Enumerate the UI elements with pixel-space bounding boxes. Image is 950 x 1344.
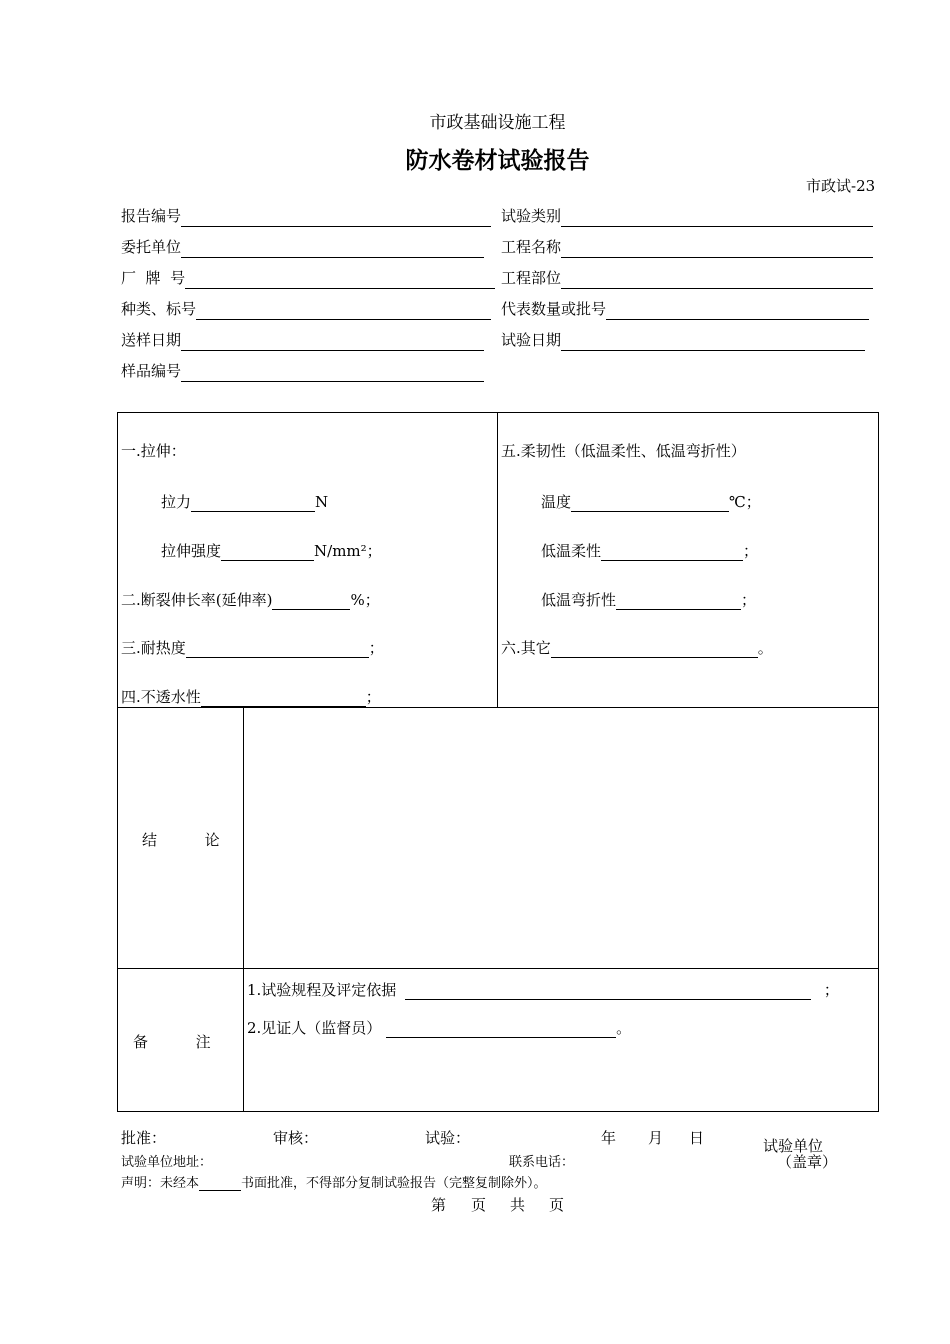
- test-category-field[interactable]: [501, 205, 873, 227]
- review-label: 审核：: [273, 1129, 319, 1147]
- sample-no-label: 样品编号: [121, 362, 182, 380]
- elongation-label: 二.断裂伸长率(延伸率): [121, 591, 273, 609]
- other-label: 六.其它: [501, 639, 551, 657]
- type-mark-field[interactable]: [121, 298, 491, 320]
- heat-resistance-field[interactable]: [121, 637, 384, 658]
- address-label: 试验单位地址：: [121, 1155, 213, 1170]
- impermeability-end: ；: [365, 688, 381, 706]
- heat-resistance-end: ；: [368, 639, 384, 657]
- approve-label: 批准：: [121, 1129, 167, 1147]
- project-part-label: 工程部位: [501, 269, 562, 287]
- total-pages-prefix: 共: [510, 1196, 526, 1214]
- elongation-field[interactable]: [121, 589, 380, 610]
- month-label: 月: [648, 1129, 664, 1147]
- impermeability-label: 四.不透水性: [121, 688, 201, 706]
- remarks-standard-end: ；: [823, 981, 839, 999]
- report-no-label: 报告编号: [121, 207, 182, 225]
- other-field[interactable]: [501, 637, 773, 658]
- report-no-field[interactable]: [121, 205, 491, 227]
- low-temp-flex-end: ；: [743, 542, 759, 560]
- statement: [121, 1172, 547, 1191]
- tension-field[interactable]: [161, 491, 328, 512]
- brand-label: 厂 牌 号: [121, 269, 186, 287]
- divider-conclusion-bottom: [118, 968, 878, 969]
- brand-field[interactable]: [121, 267, 495, 289]
- low-temp-bend-label: 低温弯折性: [541, 591, 617, 609]
- remarks-standard-field[interactable]: [247, 979, 839, 1000]
- divider-vertical-label: [243, 707, 244, 1111]
- section-flexibility: 五.柔韧性（低温柔性、低温弯折性）: [501, 442, 746, 460]
- seal-label: （盖章）: [777, 1153, 838, 1171]
- project-name-field[interactable]: [501, 236, 873, 258]
- section-tensile: 一.拉伸：: [121, 442, 186, 460]
- page-subtitle: 市政基础设施工程: [429, 113, 566, 133]
- low-temp-flex-field[interactable]: [541, 540, 758, 561]
- project-name-label: 工程名称: [501, 238, 562, 256]
- divider-vertical-tests: [497, 413, 498, 708]
- heat-resistance-label: 三.耐热度: [121, 639, 186, 657]
- type-mark-label: 种类、标号: [121, 300, 197, 318]
- tension-unit: N: [315, 493, 329, 511]
- impermeability-field[interactable]: [121, 686, 381, 707]
- conclusion-label: 结 论: [142, 831, 220, 849]
- other-end: 。: [757, 639, 773, 657]
- year-label: 年: [601, 1129, 617, 1147]
- temperature-label: 温度: [541, 493, 572, 511]
- statement-prefix: 声明：未经本: [121, 1176, 200, 1191]
- test-date-label: 试验日期: [501, 331, 562, 349]
- total-pages-suffix: 页: [549, 1196, 565, 1214]
- remarks-label: 备 注: [133, 1033, 211, 1051]
- low-temp-flex-label: 低温柔性: [541, 542, 602, 560]
- client-label: 委托单位: [121, 238, 182, 256]
- batch-qty-field[interactable]: [501, 298, 869, 320]
- test-unit-label: 试验单位: [763, 1137, 824, 1155]
- temperature-unit: ℃；: [729, 493, 761, 511]
- elongation-unit: %；: [350, 591, 380, 609]
- batch-qty-label: 代表数量或批号: [501, 300, 607, 318]
- remarks-witness-label: 2.见证人（监督员）: [247, 1019, 382, 1037]
- remarks-witness-end: 。: [616, 1019, 632, 1037]
- low-temp-bend-end: ；: [741, 591, 757, 609]
- remarks-witness-field[interactable]: [247, 1017, 631, 1038]
- day-label: 日: [689, 1129, 705, 1147]
- temperature-field[interactable]: [541, 491, 761, 512]
- divider-tests-bottom: [118, 707, 878, 708]
- tensile-strength-label: 拉伸强度: [161, 542, 222, 560]
- page-no-prefix: 第: [431, 1196, 447, 1214]
- page-no-suffix: 页: [471, 1196, 487, 1214]
- statement-suffix: 书面批准，不得部分复制试验报告（完整复制除外）。: [241, 1176, 547, 1191]
- test-date-field[interactable]: [501, 329, 865, 351]
- tensile-strength-unit: N/mm²；: [314, 542, 382, 560]
- tester-label: 试验：: [425, 1129, 471, 1147]
- page-title: 防水卷材试验报告: [405, 148, 590, 174]
- tensile-strength-field[interactable]: [161, 540, 382, 561]
- sample-no-field[interactable]: [121, 360, 484, 382]
- client-field[interactable]: [121, 236, 484, 258]
- test-category-label: 试验类别: [501, 207, 562, 225]
- tension-label: 拉力: [161, 493, 192, 511]
- phone-label: 联系电话：: [509, 1155, 575, 1170]
- send-date-label: 送样日期: [121, 331, 182, 349]
- remarks-standard-label: 1.试验规程及评定依据: [247, 981, 397, 999]
- conclusion-content[interactable]: [246, 710, 874, 965]
- project-part-field[interactable]: [501, 267, 873, 289]
- low-temp-bend-field[interactable]: [541, 589, 756, 610]
- form-code: 市政试-23: [806, 177, 876, 195]
- send-date-field[interactable]: [121, 329, 484, 351]
